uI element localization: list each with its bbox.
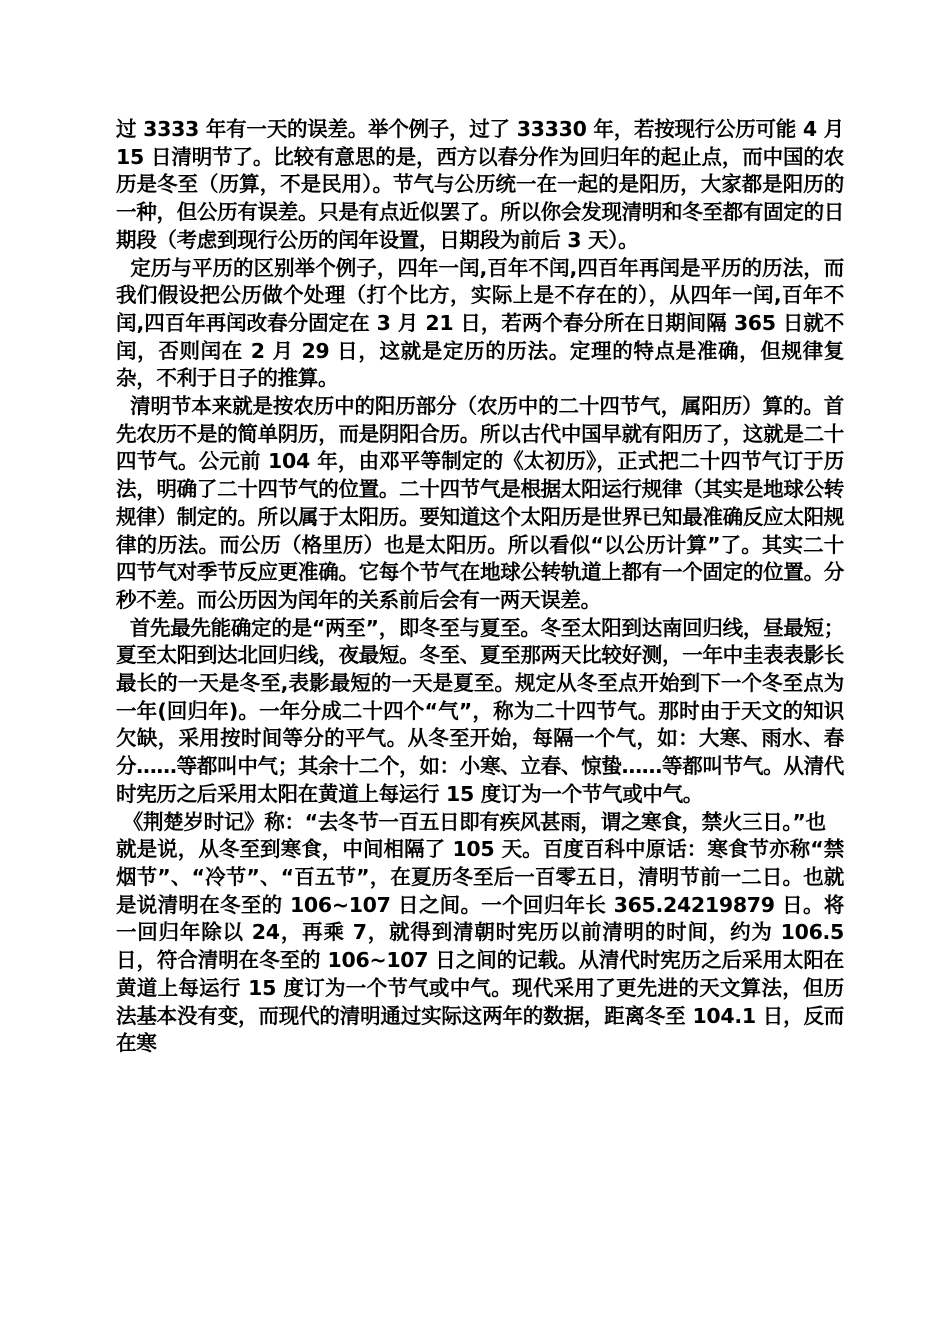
paragraph-fixed-vs-mean-calendar: 定历与平历的区别举个例子，四年一闰,百年不闰,四百年再闰是平历的历法，而我们假设把公历做个处理（打个比方，实际上是不存在的），从四年一闰,百年不闰,四百年再闰改春分固定在 3 月 21 日，若两个春分所在日期间隔 365 日就不闰，否则闰在 2 月 29 日，这就是定历的历法。定理的特点是准确，但规律复杂，不利于日子的推算。 bbox=[116, 255, 844, 391]
paragraph-hanshi-calculation: 就是说，从冬至到寒食，中间相隔了 105 天。百度百科中原话：寒食节亦称“禁烟节”、“冷节”、“百五节”，在夏历冬至后一百零五日，清明节前一二日。也就是说清明在冬至的 106~107 日之间。一个回归年长 365.24219879 日。将一回归年除以 24，再乘 7，就得到清朝时宪历以前清明的时间，约为 106.5 日，符合清明在冬至的 106~107 日之间的记载。从清代时宪历之后采用太阳在黄道上每运行 15 度订为一个节气或中气。现代采用了更先进的天文算法，但历法基本没有变，而现代的清明通过实际这两年的数据，距离冬至 104.1 日，反而在寒 bbox=[116, 837, 851, 1056]
paragraph-qingming-solar-terms: 清明节本来就是按农历中的阳历部分（农历中的二十四节气，属阳历）算的。首先农历不是的简单阴历，而是阴阳合历。所以古代中国早就有阳历了，这就是二十四节气。公元前 104 年，由邓平等制定的《太初历》，正式把二十四节气订于历法，明确了二十四节气的位置。二十四节气是根据太阳运行规律（其实是地球公转规律）制定的。所以属于太阳历。要知道这个太阳历是世界已知最准确反应太阳规律的历法。而公历（格里历）也是太阳历。所以看似“以公历计算”了。其实二十四节气对季节反应更准确。它每个节气在地球公转轨道上都有一个固定的位置。分秒不差。而公历因为闰年的关系前后会有一两天误差。 bbox=[116, 394, 844, 612]
paragraph-error-and-calendar: 过 3333 年有一天的误差。举个例子，过了 33330 年，若按现行公历可能 4 月 15 日清明节了。比较有意思的是，西方以春分作为回归年的起止点，而中国的农历是冬至（历算，不是民用）。节气与公历统一在一起的是阳历，大家都是阳历的一种，但公历有误差。只是有点近似罢了。所以你会发现清明和冬至都有固定的日期段（考虑到现行公历的闰年设置，日期段为前后 3 天）。 bbox=[116, 117, 851, 252]
document-page bbox=[116, 116, 851, 1058]
paragraph-solstices: 首先最先能确定的是“两至”，即冬至与夏至。冬至太阳到达南回归线，昼最短；夏至太阳到达北回归线，夜最短。冬至、夏至那两天比较好测，一年中圭表表影长最长的一天是冬至,表影最短的一天是夏至。规定从冬至点开始到下一个冬至点为一年(回归年)。一年分成二十四个“气”，称为二十四节气。那时由于天文的知识欠缺，采用按时间等分的平气。从冬至开始，每隔一个气，如：大寒、雨水、春分……等都叫中气；其余十二个，如：小寒、立春、惊蛰……等都叫节气。从清代时宪历之后采用太阳在黄道上每运行 15 度订为一个节气或中气。 bbox=[116, 615, 844, 806]
paragraph-jingchu-quote: 《荆楚岁时记》称：“去冬节一百五日即有疾风甚雨，谓之寒食，禁火三日。”也 bbox=[116, 809, 826, 834]
